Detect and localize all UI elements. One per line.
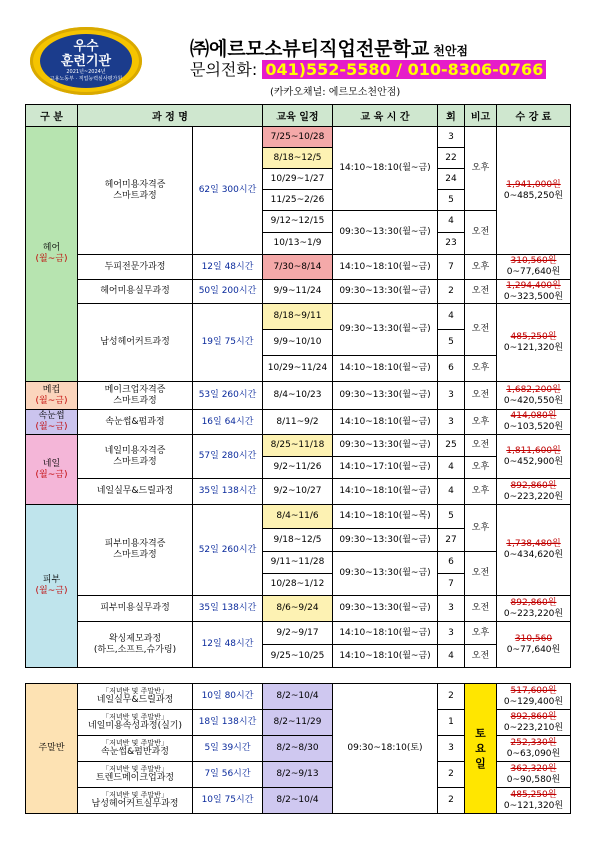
note-char: 요 bbox=[475, 742, 486, 755]
category-label: 헤어 bbox=[42, 243, 61, 253]
note: 오전 bbox=[465, 596, 497, 622]
course-name[interactable] bbox=[78, 710, 193, 736]
course-hours: 16일 64시간 bbox=[193, 410, 263, 435]
schedule-date: 8/2~10/4 bbox=[263, 684, 333, 710]
fee-original: 1,294,400원 bbox=[506, 280, 561, 291]
category-label: 피부 bbox=[42, 575, 61, 585]
round-number: 2 bbox=[438, 788, 465, 814]
schedule-date: 8/2~10/4 bbox=[263, 788, 333, 814]
page-header bbox=[0, 0, 595, 104]
course-hours: 7일 56시간 bbox=[193, 762, 263, 788]
course-name[interactable] bbox=[78, 382, 193, 410]
course-hours: 10일 80시간 bbox=[193, 684, 263, 710]
course-name[interactable] bbox=[78, 684, 193, 710]
fee bbox=[497, 684, 571, 710]
schedule-date: 10/29~11/24 bbox=[263, 356, 333, 382]
category-hair bbox=[26, 127, 78, 382]
category-days: (월~금) bbox=[35, 254, 68, 264]
category-weekend: 주말반 bbox=[26, 684, 78, 814]
round-number: 2 bbox=[438, 762, 465, 788]
course-name-line2: 스마트과정 bbox=[113, 550, 157, 560]
fee-discount: 0~223,220원 bbox=[503, 491, 564, 502]
round-number: 3 bbox=[438, 382, 465, 410]
round-number: 4 bbox=[438, 211, 465, 233]
round-number: 7 bbox=[438, 574, 465, 596]
category-skin bbox=[26, 505, 78, 668]
class-time: 09:30~13:30(월~금) bbox=[333, 529, 438, 552]
schedule-date: 8/6~9/24 bbox=[263, 596, 333, 622]
fee bbox=[497, 280, 571, 304]
schedule-date: 8/2~11/29 bbox=[263, 710, 333, 736]
note: 오전 bbox=[465, 382, 497, 410]
course-prefix: 「저녁반 및 주말반」 bbox=[102, 739, 168, 747]
fee-discount: 0~434,620원 bbox=[503, 550, 564, 560]
course-name-line1: 왁싱제모과정 bbox=[108, 633, 162, 644]
course-name[interactable] bbox=[78, 505, 193, 596]
course-name-text: 네일미용속성과정(실기) bbox=[88, 721, 182, 731]
phone-label: 문의전화: bbox=[190, 60, 258, 79]
round-number: 4 bbox=[438, 304, 465, 330]
class-time: 09:30~13:30(월~금) bbox=[333, 552, 438, 596]
course-name[interactable]: 속눈썹&펌과정 bbox=[78, 410, 193, 435]
fee-original: 310,560원 bbox=[510, 256, 557, 266]
fee-discount: 0~77,640원 bbox=[506, 644, 561, 655]
round-number: 5 bbox=[438, 330, 465, 356]
round-number: 4 bbox=[438, 457, 465, 479]
schedule-date: 10/29~1/27 bbox=[263, 169, 333, 190]
schedule-date: 8/4~11/6 bbox=[263, 505, 333, 529]
fee-original: 485,250원 bbox=[510, 331, 557, 342]
round-number: 2 bbox=[438, 684, 465, 710]
class-time: 14:10~18:10(월~목) bbox=[333, 505, 438, 529]
course-name[interactable] bbox=[78, 788, 193, 814]
schedule-date: 9/18~12/5 bbox=[263, 529, 333, 552]
fee bbox=[497, 410, 571, 435]
fee-discount: 0~323,500원 bbox=[503, 291, 564, 302]
schedule-date: 8/25~11/18 bbox=[263, 435, 333, 457]
course-prefix: 「저녁반 및 주말반」 bbox=[102, 687, 168, 695]
course-prefix: 「저녁반 및 주말반」 bbox=[102, 713, 168, 721]
header-schedule: 교육 일정 bbox=[263, 105, 333, 127]
schedule-date: 9/12~12/15 bbox=[263, 211, 333, 233]
schedule-date: 10/13~1/9 bbox=[263, 233, 333, 255]
course-name-line1: 네일미용자격증 bbox=[104, 445, 166, 456]
course-hours: 50일 200시간 bbox=[193, 280, 263, 304]
course-name-line2: 스마트과정 bbox=[113, 190, 157, 201]
note: 오후 bbox=[465, 356, 497, 382]
course-hours: 53일 260시간 bbox=[193, 382, 263, 410]
fee bbox=[497, 435, 571, 479]
note: 오후 bbox=[465, 457, 497, 479]
course-schedule-table bbox=[25, 104, 571, 668]
course-hours: 10일 75시간 bbox=[193, 788, 263, 814]
class-time: 09:30~13:30(월~금) bbox=[333, 211, 438, 255]
course-hours: 57일 280시간 bbox=[193, 435, 263, 479]
category-label: 메컵 bbox=[42, 384, 61, 395]
course-name-line2: 스마트과정 bbox=[113, 395, 157, 406]
header-fee: 수 강 료 bbox=[497, 105, 571, 127]
category-days: (월~금) bbox=[35, 586, 68, 596]
round-number: 24 bbox=[438, 169, 465, 190]
award-badge-logo bbox=[30, 27, 142, 95]
fee-discount: 0~223,210원 bbox=[503, 722, 564, 733]
fee-discount: 0~452,900원 bbox=[503, 456, 564, 467]
note: 오전 bbox=[465, 304, 497, 356]
category-makeup bbox=[26, 382, 78, 410]
schedule-date: 9/25~10/25 bbox=[263, 645, 333, 668]
class-time: 14:10~18:10(월~금) bbox=[333, 479, 438, 505]
header-category: 구 분 bbox=[26, 105, 78, 127]
round-number: 7 bbox=[438, 255, 465, 280]
round-number: 23 bbox=[438, 233, 465, 255]
fee-discount: 0~121,320원 bbox=[503, 800, 564, 811]
schedule-date: 11/25~2/26 bbox=[263, 190, 333, 211]
round-number: 6 bbox=[438, 552, 465, 574]
class-time: 09:30~18:10(토) bbox=[333, 684, 438, 814]
schedule-date: 9/11~11/28 bbox=[263, 552, 333, 574]
weekend-schedule-table bbox=[25, 683, 571, 814]
kakao-channel[interactable]: (카카오채널: 에르모소천안점) bbox=[270, 87, 401, 98]
course-name-line1: 피부미용자격증 bbox=[104, 539, 166, 549]
round-number: 25 bbox=[438, 435, 465, 457]
school-name: ㈜에르모소뷰티직업전문학교 bbox=[190, 38, 430, 60]
fee-discount: 0~420,550원 bbox=[503, 395, 564, 406]
course-name-text: 네일실무&드릴과정 bbox=[96, 695, 174, 705]
course-name[interactable] bbox=[78, 435, 193, 479]
fee-discount: 0~77,640원 bbox=[506, 267, 561, 277]
fee bbox=[497, 596, 571, 622]
category-lash bbox=[26, 410, 78, 435]
class-time: 09:30~13:30(월~금) bbox=[333, 304, 438, 356]
note-char: 토 bbox=[475, 727, 486, 740]
course-name-text: 남성헤어커트실무과정 bbox=[91, 799, 179, 809]
note: 오후 bbox=[465, 255, 497, 280]
class-time: 14:10~18:10(월~금) bbox=[333, 255, 438, 280]
phone-line bbox=[190, 57, 546, 80]
note: 오전 bbox=[465, 552, 497, 596]
schedule-date: 9/9~10/10 bbox=[263, 330, 333, 356]
header-time: 교 육 시 간 bbox=[333, 105, 438, 127]
course-prefix: 「저녁반 및 주말반」 bbox=[102, 765, 168, 773]
course-hours: 12일 48시간 bbox=[193, 622, 263, 668]
course-name[interactable]: 두피전문가과정 bbox=[78, 255, 193, 280]
course-hours: 35일 138시간 bbox=[193, 596, 263, 622]
course-name[interactable]: 헤어미용실무과정 bbox=[78, 280, 193, 304]
fee bbox=[497, 736, 571, 762]
fee-original: 892,860원 bbox=[510, 597, 557, 608]
course-name[interactable] bbox=[78, 762, 193, 788]
course-hours: 5일 39시간 bbox=[193, 736, 263, 762]
course-name-text: 속눈썹&펌반과정 bbox=[101, 747, 169, 757]
schedule-date: 8/11~9/2 bbox=[263, 410, 333, 435]
note: 오후 bbox=[465, 410, 497, 435]
round-number: 22 bbox=[438, 148, 465, 169]
round-number: 3 bbox=[438, 410, 465, 435]
course-prefix: 「저녁반 및 주말반」 bbox=[102, 791, 168, 799]
header-course: 과 정 명 bbox=[78, 105, 263, 127]
branch-name: 천안점 bbox=[433, 44, 469, 58]
round-number: 27 bbox=[438, 529, 465, 552]
fee-original: 517,600원 bbox=[510, 685, 557, 696]
badge-line3: 2021년~2024년 bbox=[66, 69, 106, 75]
schedule-date: 7/30~8/14 bbox=[263, 255, 333, 280]
phone-numbers[interactable]: 041)552-5580 / 010-8306-0766 bbox=[262, 60, 546, 79]
note: 오후 bbox=[465, 127, 497, 211]
fee bbox=[497, 127, 571, 255]
course-name[interactable]: 네일실무&드릴과정 bbox=[78, 479, 193, 505]
category-days: (월~금) bbox=[35, 469, 68, 480]
fee bbox=[497, 622, 571, 668]
course-name-line2: 스마트과정 bbox=[113, 456, 157, 467]
course-name-text: 트렌드메이크업과정 bbox=[95, 773, 175, 783]
fee bbox=[497, 479, 571, 505]
class-time: 14:10~18:10(월~금) bbox=[333, 622, 438, 645]
fee bbox=[497, 788, 571, 814]
schedule-date: 10/28~1/12 bbox=[263, 574, 333, 596]
schedule-date: 9/2~10/27 bbox=[263, 479, 333, 505]
note: 오후 bbox=[465, 479, 497, 505]
round-number: 4 bbox=[438, 645, 465, 668]
schedule-date: 8/4~10/23 bbox=[263, 382, 333, 410]
category-days: (월~금) bbox=[35, 395, 68, 406]
schedule-date: 9/9~11/24 bbox=[263, 280, 333, 304]
course-hours: 52일 260시간 bbox=[193, 505, 263, 596]
schedule-date: 8/2~8/30 bbox=[263, 736, 333, 762]
schedule-date: 9/2~11/26 bbox=[263, 457, 333, 479]
round-number: 3 bbox=[438, 736, 465, 762]
class-time: 14:10~17:10(월~금) bbox=[333, 457, 438, 479]
course-name[interactable] bbox=[78, 127, 193, 255]
fee-discount: 0~90,580원 bbox=[506, 774, 561, 785]
fee bbox=[497, 382, 571, 410]
fee bbox=[497, 255, 571, 280]
badge-line4: 고용노동부 · 직업능력심사평가원 bbox=[49, 76, 123, 82]
fee-original: 485,250원 bbox=[510, 789, 557, 800]
course-name[interactable] bbox=[78, 622, 193, 668]
class-time: 14:10~18:10(월~금) bbox=[333, 356, 438, 382]
fee-discount: 0~63,090원 bbox=[506, 748, 561, 759]
schedule-date: 8/18~12/5 bbox=[263, 148, 333, 169]
category-nail bbox=[26, 435, 78, 505]
badge-line2: 훈련기관 bbox=[60, 54, 112, 69]
course-hours: 19일 75시간 bbox=[193, 304, 263, 382]
class-time: 09:30~13:30(월~금) bbox=[333, 382, 438, 410]
fee-discount: 0~129,400원 bbox=[503, 696, 564, 707]
class-time: 09:30~13:30(월~금) bbox=[333, 596, 438, 622]
fee bbox=[497, 710, 571, 736]
round-number: 1 bbox=[438, 710, 465, 736]
course-name[interactable]: 남성헤어커트과정 bbox=[78, 304, 193, 382]
course-hours: 62일 300시간 bbox=[193, 127, 263, 255]
round-number: 3 bbox=[438, 622, 465, 645]
round-number: 3 bbox=[438, 596, 465, 622]
category-days: (월~금) bbox=[35, 422, 68, 432]
fee-original: 892,860원 bbox=[510, 711, 557, 722]
note: 오전 bbox=[465, 435, 497, 457]
round-number: 5 bbox=[438, 505, 465, 529]
fee-original: 1,941,000원 bbox=[506, 179, 561, 190]
schedule-date: 8/18~9/11 bbox=[263, 304, 333, 330]
course-name[interactable]: 피부미용실무과정 bbox=[78, 596, 193, 622]
course-name-line1: 메이크업자격증 bbox=[104, 384, 166, 395]
class-time: 09:30~13:30(월~금) bbox=[333, 435, 438, 457]
fee-discount: 0~121,320원 bbox=[503, 342, 564, 353]
round-number: 2 bbox=[438, 280, 465, 304]
class-time: 14:10~18:10(월~금) bbox=[333, 127, 438, 211]
fee-original: 362,320원 bbox=[510, 763, 557, 774]
note: 오전 bbox=[465, 280, 497, 304]
fee-original: 310,560 bbox=[514, 633, 553, 644]
fee-original: 252,330원 bbox=[510, 737, 557, 748]
round-number: 5 bbox=[438, 190, 465, 211]
fee bbox=[497, 304, 571, 382]
schedule-date: 7/25~10/28 bbox=[263, 127, 333, 148]
note: 오후 bbox=[465, 622, 497, 645]
note: 오전 bbox=[465, 645, 497, 668]
fee-original: 892,860원 bbox=[510, 480, 557, 491]
fee-original: 1,811,600원 bbox=[506, 445, 561, 456]
schedule-date: 9/2~9/17 bbox=[263, 622, 333, 645]
fee-discount: 0~103,520원 bbox=[503, 422, 564, 432]
fee bbox=[497, 762, 571, 788]
class-time: 14:10~18:10(월~금) bbox=[333, 410, 438, 435]
round-number: 4 bbox=[438, 479, 465, 505]
header-round: 회 bbox=[438, 105, 465, 127]
fee-original: 1,682,200원 bbox=[506, 384, 561, 395]
class-time: 09:30~13:30(월~금) bbox=[333, 280, 438, 304]
note-char: 일 bbox=[475, 757, 486, 770]
course-hours: 35일 138시간 bbox=[193, 479, 263, 505]
schedule-date: 8/2~9/13 bbox=[263, 762, 333, 788]
weekend-note bbox=[465, 684, 497, 814]
badge-line1: 우수 bbox=[73, 39, 99, 54]
header-note: 비고 bbox=[465, 105, 497, 127]
fee-original: 414,080원 bbox=[510, 411, 557, 421]
course-hours: 18일 138시간 bbox=[193, 710, 263, 736]
class-time: 14:10~18:10(월~금) bbox=[333, 645, 438, 668]
course-name-line1: 헤어미용자격증 bbox=[104, 179, 166, 190]
round-number: 3 bbox=[438, 127, 465, 148]
note: 오후 bbox=[465, 505, 497, 552]
round-number: 6 bbox=[438, 356, 465, 382]
fee-original: 1,738,480원 bbox=[506, 539, 561, 549]
note: 오전 bbox=[465, 211, 497, 255]
fee bbox=[497, 505, 571, 596]
course-name-line2: (하드,소프트,슈가링) bbox=[93, 644, 177, 655]
fee-discount: 0~485,250원 bbox=[503, 190, 564, 201]
course-hours: 12일 48시간 bbox=[193, 255, 263, 280]
category-label: 네일 bbox=[42, 458, 61, 469]
category-label: 속눈썹 bbox=[38, 411, 65, 421]
course-name[interactable] bbox=[78, 736, 193, 762]
fee-discount: 0~223,220원 bbox=[503, 608, 564, 619]
